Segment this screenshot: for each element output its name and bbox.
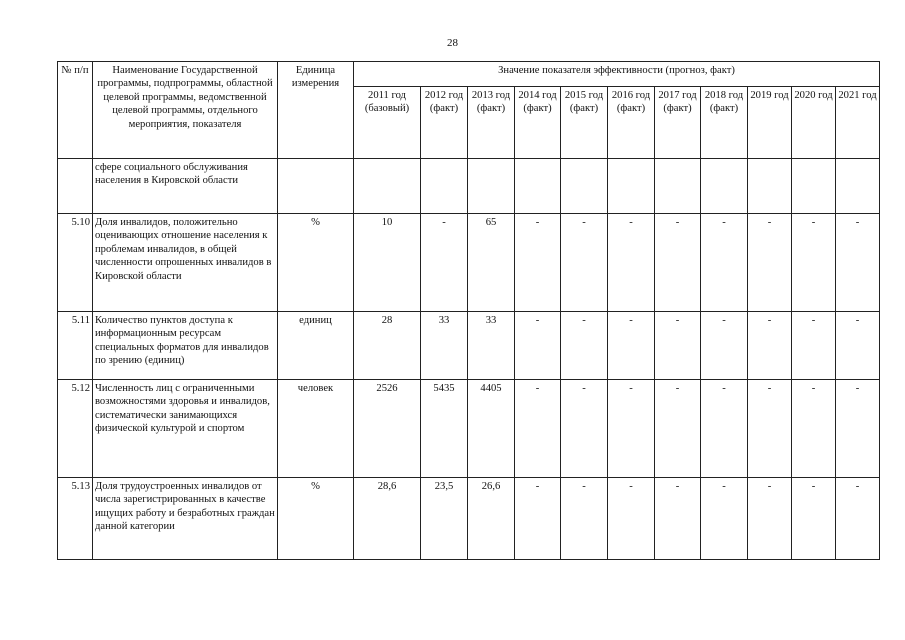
indicator-value: - xyxy=(792,312,836,380)
indicator-value: - xyxy=(561,312,608,380)
indicator-value: - xyxy=(515,312,561,380)
indicator-value: - xyxy=(836,380,880,478)
header-year: 2011 год (базовый) xyxy=(354,87,421,159)
table-header-row xyxy=(58,62,880,87)
indicator-unit: человек xyxy=(278,380,354,478)
indicator-value: - xyxy=(748,312,792,380)
indicator-unit: единиц xyxy=(278,312,354,380)
indicator-name: Доля инвалидов, положительно оценивающих отношение населения к проблемам инвалидов, в общей численности опрошенных инвалидов в Кировской области xyxy=(93,214,278,312)
header-values-group: Значение показателя эффективности (прогноз, факт) xyxy=(354,62,880,87)
table-row xyxy=(58,214,880,312)
indicator-value xyxy=(515,159,561,214)
indicator-unit xyxy=(278,159,354,214)
indicator-value: - xyxy=(836,478,880,560)
table-row xyxy=(58,478,880,560)
indicator-value xyxy=(748,159,792,214)
indicator-value: - xyxy=(608,478,655,560)
indicator-value xyxy=(468,159,515,214)
indicator-value: - xyxy=(561,214,608,312)
header-year: 2016 год (факт) xyxy=(608,87,655,159)
indicator-value xyxy=(655,159,701,214)
header-year: 2018 год (факт) xyxy=(701,87,748,159)
indicator-name: Численность лиц с ограниченными возможностями здоровья и инвалидов, систематически занимающихся физической культурой и спортом xyxy=(93,380,278,478)
indicator-value xyxy=(701,159,748,214)
indicator-value: - xyxy=(748,214,792,312)
table-row xyxy=(58,380,880,478)
row-number: 5.13 xyxy=(58,478,93,560)
indicator-value xyxy=(836,159,880,214)
indicator-value: 23,5 xyxy=(421,478,468,560)
indicator-value: - xyxy=(701,478,748,560)
indicator-value: 4405 xyxy=(468,380,515,478)
row-number xyxy=(58,159,93,214)
table-row xyxy=(58,312,880,380)
page-number: 28 xyxy=(447,37,458,49)
header-name: Наименование Государственной программы, подпрограммы, областной целевой программы, ведомственной целевой программы, отдельного мероприятия, показателя xyxy=(93,62,278,159)
indicator-value: 2526 xyxy=(354,380,421,478)
indicator-name: сфере социального обслуживания населения в Кировской области xyxy=(93,159,278,214)
indicator-value xyxy=(792,159,836,214)
row-number: 5.11 xyxy=(58,312,93,380)
indicator-value: 28,6 xyxy=(354,478,421,560)
indicator-value: 65 xyxy=(468,214,515,312)
indicator-name: Доля трудоустроенных инвалидов от числа зарегистрированных в качестве ищущих работу и безработных граждан данной категории xyxy=(93,478,278,560)
indicator-value xyxy=(354,159,421,214)
row-number: 5.10 xyxy=(58,214,93,312)
indicator-value: - xyxy=(515,380,561,478)
indicator-value: 10 xyxy=(354,214,421,312)
indicator-value: - xyxy=(701,214,748,312)
indicator-unit: % xyxy=(278,214,354,312)
indicator-value: - xyxy=(655,380,701,478)
indicator-value: - xyxy=(792,380,836,478)
indicator-value: - xyxy=(561,380,608,478)
indicator-value xyxy=(608,159,655,214)
header-year: 2012 год (факт) xyxy=(421,87,468,159)
header-unit: Единица измерения xyxy=(278,62,354,159)
header-year: 2014 год (факт) xyxy=(515,87,561,159)
indicator-value: 26,6 xyxy=(468,478,515,560)
indicator-value: 33 xyxy=(421,312,468,380)
indicator-value: - xyxy=(748,478,792,560)
indicator-value: - xyxy=(655,214,701,312)
indicator-value: - xyxy=(561,478,608,560)
indicator-value: - xyxy=(655,478,701,560)
header-year: 2020 год xyxy=(792,87,836,159)
indicator-value: - xyxy=(836,312,880,380)
header-year: 2015 год (факт) xyxy=(561,87,608,159)
header-year: 2021 год xyxy=(836,87,880,159)
indicator-value: - xyxy=(421,214,468,312)
indicator-value: - xyxy=(836,214,880,312)
indicator-value: 5435 xyxy=(421,380,468,478)
indicator-value: - xyxy=(515,478,561,560)
indicator-value: - xyxy=(608,214,655,312)
indicator-value: - xyxy=(701,312,748,380)
row-number: 5.12 xyxy=(58,380,93,478)
indicator-value: - xyxy=(655,312,701,380)
indicator-unit: % xyxy=(278,478,354,560)
indicator-value: - xyxy=(608,380,655,478)
indicators-table xyxy=(57,61,880,560)
indicator-value: - xyxy=(701,380,748,478)
table-row xyxy=(58,159,880,214)
indicator-value: 33 xyxy=(468,312,515,380)
header-year: 2013 год (факт) xyxy=(468,87,515,159)
indicator-value xyxy=(561,159,608,214)
header-year: 2019 год xyxy=(748,87,792,159)
indicator-value: - xyxy=(515,214,561,312)
header-number: № п/п xyxy=(58,62,93,159)
indicator-value: - xyxy=(792,214,836,312)
header-year: 2017 год (факт) xyxy=(655,87,701,159)
indicator-value xyxy=(421,159,468,214)
indicator-value: - xyxy=(748,380,792,478)
indicator-value: - xyxy=(608,312,655,380)
indicator-value: 28 xyxy=(354,312,421,380)
indicator-value: - xyxy=(792,478,836,560)
indicator-name: Количество пунктов доступа к информационным ресурсам специальных форматов для инвалидов по зрению (единиц) xyxy=(93,312,278,380)
